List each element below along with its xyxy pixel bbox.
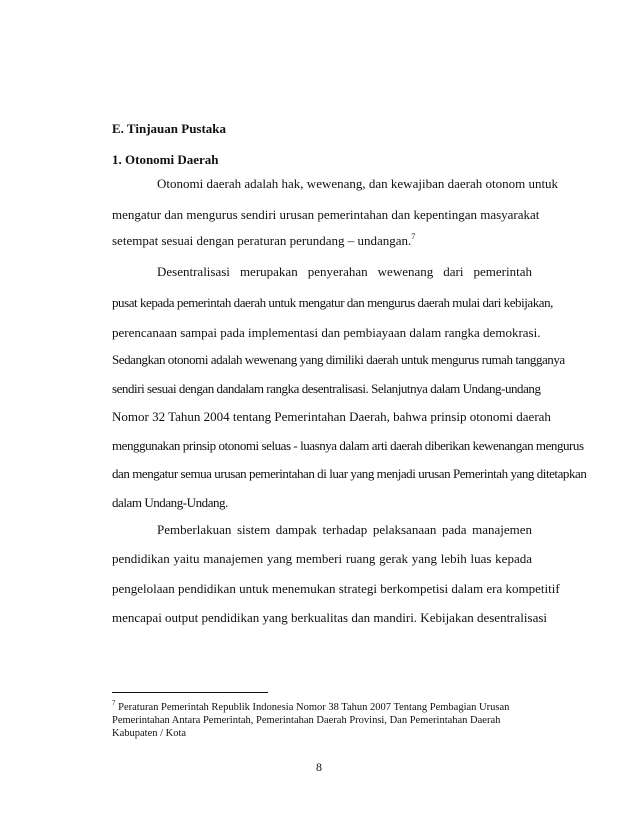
paragraph-line: Sedangkan otonomi adalah wewenang yang dimiliki daerah untuk mengurus rumah tangganya xyxy=(112,352,565,367)
paragraph-line-text: setempat sesuai dengan peraturan perundang – undangan. xyxy=(112,233,412,248)
paragraph-line: dan mengatur semua urusan pemerintahan di luar yang menjadi urusan Pemerintah yang ditetapkan xyxy=(112,466,587,481)
footnote-line xyxy=(112,701,509,714)
paragraph-line: pengelolaan pendidikan untuk menemukan strategi berkompetisi dalam era kompetitif xyxy=(112,581,560,596)
footnote-text: Peraturan Pemerintah Republik Indonesia Nomor 38 Tahun 2007 Tentang Pembagian Urusan xyxy=(118,702,510,713)
paragraph-line: pendidikan yaitu manajemen yang memberi ruang gerak yang lebih luas kepada xyxy=(112,551,532,566)
paragraph-line: mencapai output pendidikan yang berkualitas dan mandiri. Kebijakan desentralisasi xyxy=(112,610,548,625)
paragraph-line xyxy=(112,233,532,249)
section-heading: E. Tinjauan Pustaka xyxy=(112,121,227,136)
page-number: 8 xyxy=(316,760,322,774)
footnote-reference: 7 xyxy=(411,232,416,241)
paragraph-line: Pemberlakuan sistem dampak terhadap pelaksanaan pada manajemen xyxy=(157,522,532,537)
paragraph-line: pusat kepada pemerintah daerah untuk mengatur dan mengurus daerah mulai dari kebijakan, xyxy=(112,295,553,310)
paragraph-line: Desentralisasi merupakan penyerahan wewenang dari pemerintah xyxy=(157,264,532,279)
paragraph-line: perencanaan sampai pada implementasi dan pembiayaan dalam rangka demokrasi. xyxy=(112,325,541,340)
paragraph-line: Otonomi daerah adalah hak, wewenang, dan kewajiban daerah otonom untuk xyxy=(157,176,559,191)
footnote-line: Pemerintahan Antara Pemerintah, Pemerintahan Daerah Provinsi, Dan Pemerintahan Daerah xyxy=(112,715,501,726)
footnote-number: 7 xyxy=(112,699,116,707)
footnote-separator xyxy=(112,692,268,693)
footnote-line: Kabupaten / Kota xyxy=(112,728,187,739)
paragraph-line: sendiri sesuai dengan dandalam rangka desentralisasi. Selanjutnya dalam Undang-undang xyxy=(112,381,541,396)
paragraph-line: mengatur dan mengurus sendiri urusan pemerintahan dan kepentingan masyarakat xyxy=(112,207,540,222)
paragraph-line: Nomor 32 Tahun 2004 tentang Pemerintahan Daerah, bahwa prinsip otonomi daerah xyxy=(112,409,551,424)
paragraph-line: dalam Undang-Undang. xyxy=(112,495,228,510)
subsection-heading: 1. Otonomi Daerah xyxy=(112,152,219,167)
paragraph-line: menggunakan prinsip otonomi seluas - luasnya dalam arti daerah diberikan kewenangan mengurus xyxy=(112,438,584,453)
